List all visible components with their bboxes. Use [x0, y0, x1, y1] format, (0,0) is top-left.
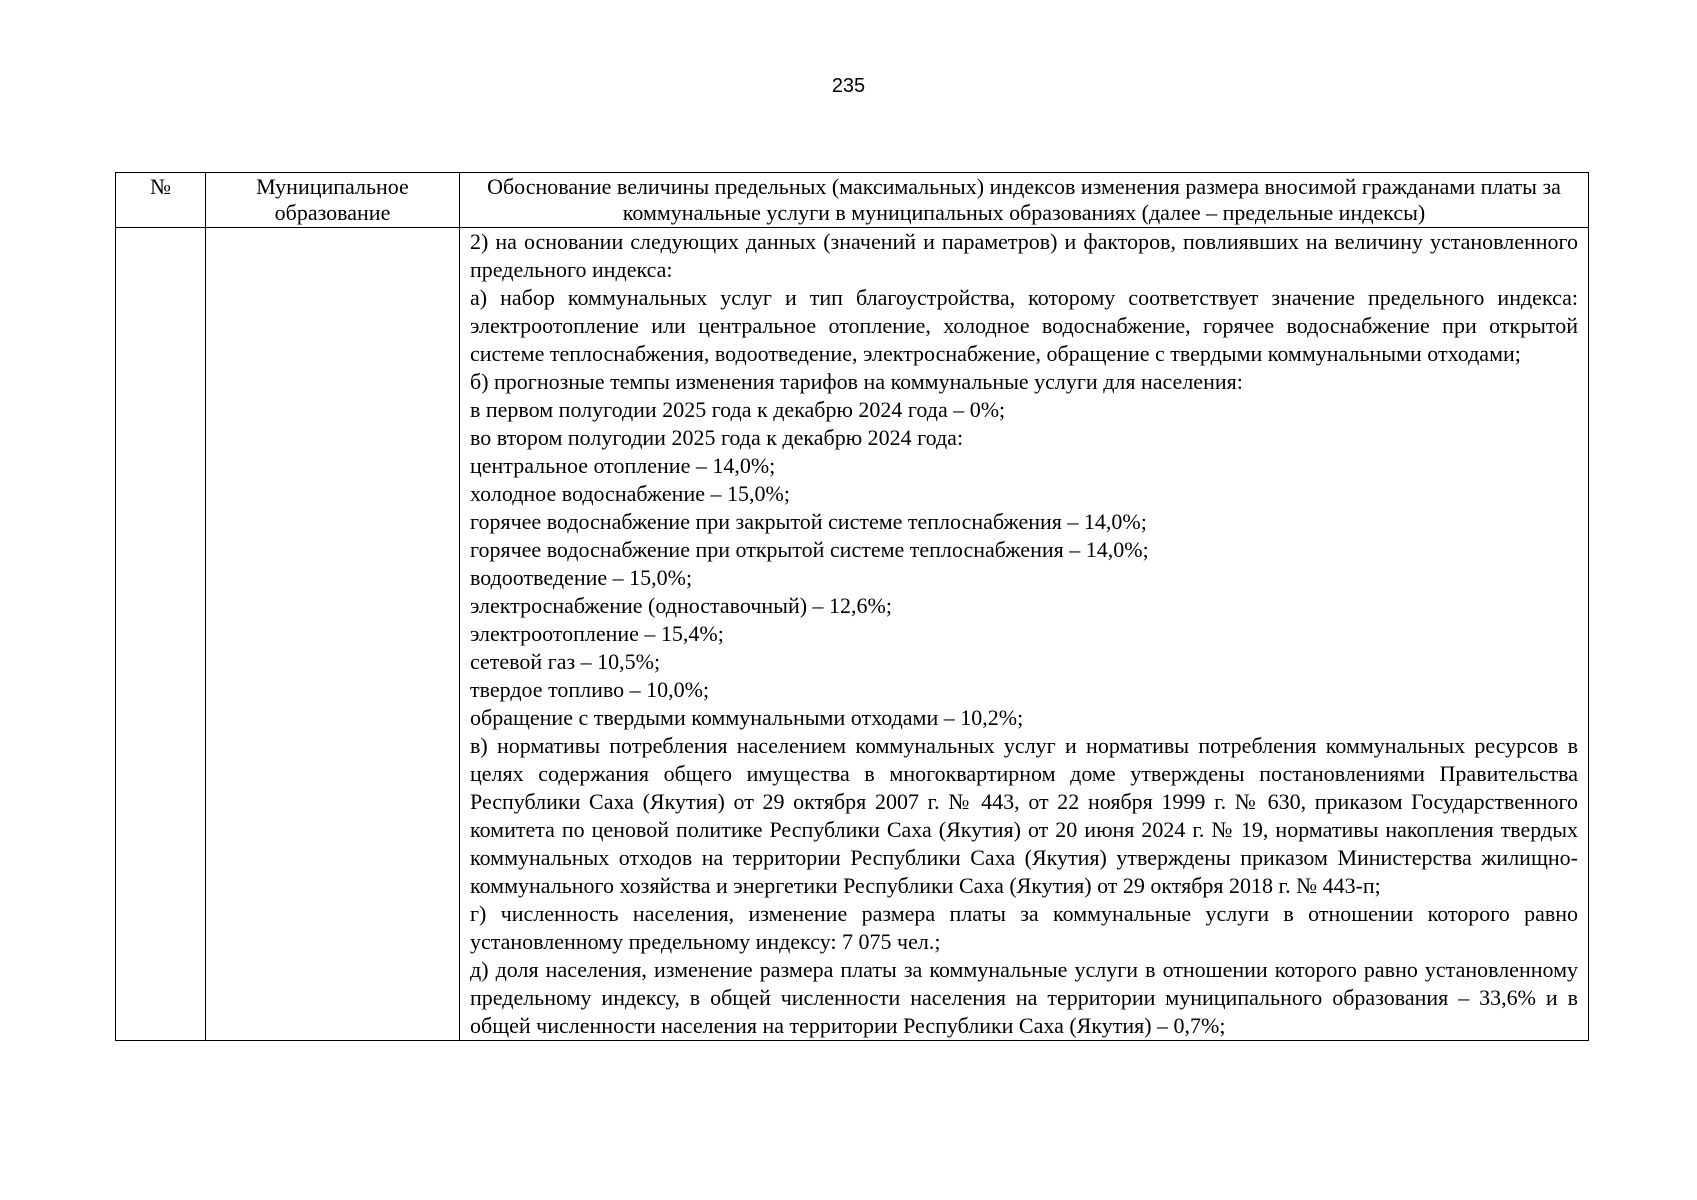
tariff-index-table: [115, 172, 1589, 1041]
tariff-electricity: электроснабжение (одноставочный) – 12,6%;: [470, 593, 892, 618]
tariff-hot-water-closed: горячее водоснабжение при закрытой системе теплоснабжения – 14,0%;: [470, 509, 1147, 534]
tariff-second-half: во втором полугодии 2025 года к декабрю 2024 года:: [470, 425, 964, 450]
item-d-population-share: д) доля населения, изменение размера платы за коммунальные услуги в отношении которого равно установленному предельному индексу, в общей численности населения на территории муниципального образования – 33,6% и в общей численности населения на территории Республики Саха (Якутия) – 0,7%;: [470, 957, 1578, 1038]
item-a-service-set: а) набор коммунальных услуг и тип благоустройства, которому соответствует значение предельного индекса: электроотопление или центральное отопление, холодное водоснабжение, горячее водоснабжение при открытой системе теплоснабжения, водоотведение, электроснабжение, обращение с твердыми коммунальными отходами;: [470, 285, 1578, 366]
tariff-solid-waste: обращение с твердыми коммунальными отходами – 10,2%;: [470, 705, 1024, 730]
tariff-network-gas: сетевой газ – 10,5%;: [470, 649, 661, 674]
tariff-central-heating: центральное отопление – 14,0%;: [470, 453, 776, 478]
item-g-population-count: г) численность населения, изменение размера платы за коммунальные услуги в отношении которого равно установленному предельному индексу: 7 075 чел.;: [470, 901, 1578, 954]
row-justification-cell: [460, 228, 1589, 1041]
item-2-factors: 2) на основании следующих данных (значений и параметров) и факторов, повлиявших на величину установленного предельного индекса:: [470, 229, 1578, 282]
table-header-row: [116, 173, 1589, 228]
table-row: [116, 228, 1589, 1041]
header-municipality: Муниципальное образование: [206, 173, 460, 228]
header-justification: Обоснование величины предельных (максимальных) индексов изменения размера вносимой гражданами платы за коммунальные услуги в муниципальных образованиях (далее – предельные индексы): [460, 173, 1589, 228]
tariff-solid-fuel: твердое топливо – 10,0%;: [470, 677, 710, 702]
row-municipality-cell: [206, 228, 460, 1041]
tariff-sewerage: водоотведение – 15,0%;: [470, 565, 693, 590]
item-v-consumption-norms: в) нормативы потребления населением коммунальных услуг и нормативы потребления коммунальных ресурсов в целях содержания общего имущества в многоквартирном доме утверждены постановлениями Правительства Республики Саха (Якутия) от 29 октября 2007 г. № 443, от 22 ноября 1999 г. № 630, приказом Государственного комитета по ценовой политике Республики Саха (Якутия) от 20 июня 2024 г. № 19, нормативы накопления твердых коммунальных отходов на территории Республики Саха (Якутия) утверждены приказом Министерства жилищно-коммунального хозяйства и энергетики Республики Саха (Якутия) от 29 октября 2018 г. № 443-п;: [470, 733, 1578, 898]
tariff-electric-heating: электроотопление – 15,4%;: [470, 621, 724, 646]
page-number: 235: [831, 75, 866, 97]
header-number: №: [116, 173, 206, 228]
row-number-cell: [116, 228, 206, 1041]
tariff-first-half: в первом полугодии 2025 года к декабрю 2024 года – 0%;: [470, 397, 1006, 422]
tariff-cold-water: холодное водоснабжение – 15,0%;: [470, 481, 790, 506]
item-b-tariff-forecast: б) прогнозные темпы изменения тарифов на коммунальные услуги для населения:: [470, 369, 1243, 394]
tariff-hot-water-open: горячее водоснабжение при открытой системе теплоснабжения – 14,0%;: [470, 537, 1149, 562]
